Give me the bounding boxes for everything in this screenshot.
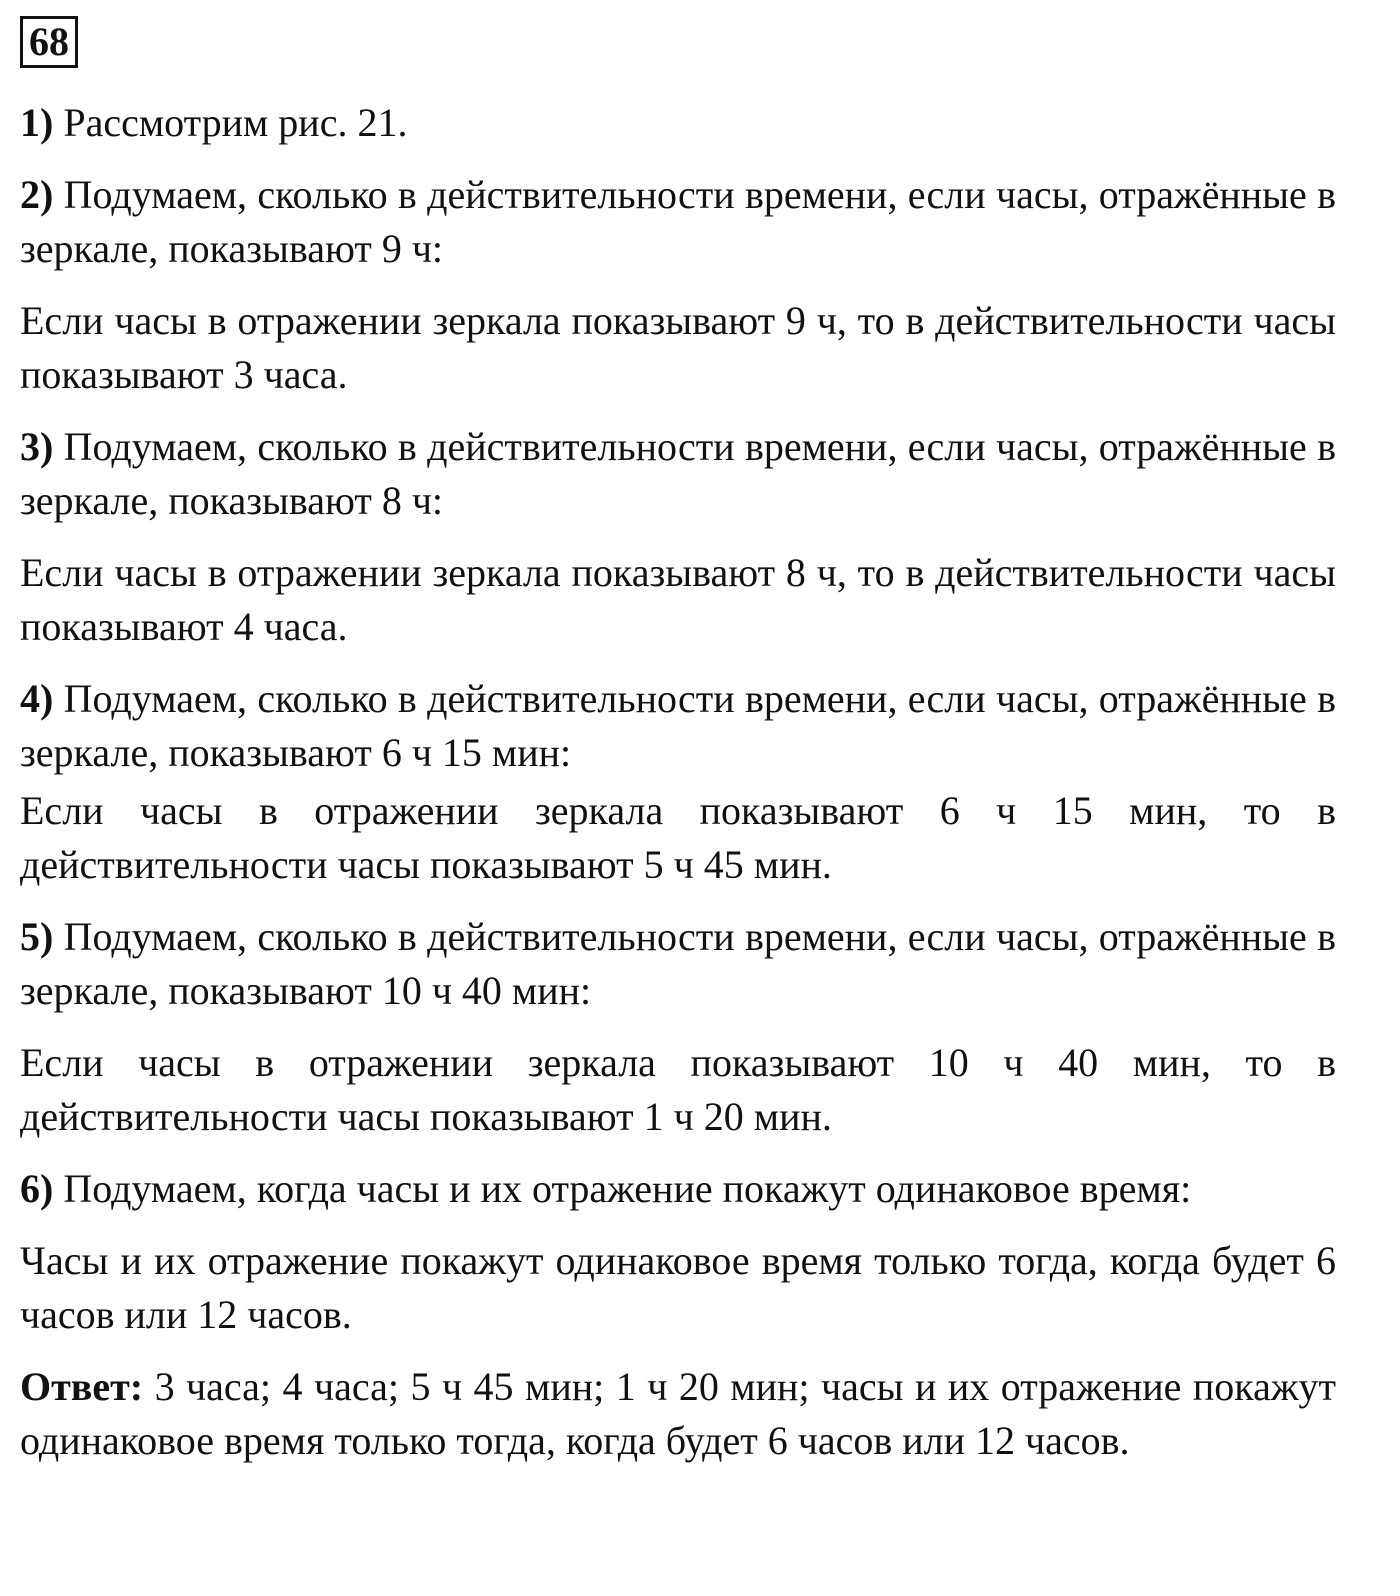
result-text: Если часы в отражении зеркала показывают 9 ч, то в действительности часы показывают 3 часа. [20,298,1336,397]
step-3-paragraph [20,420,1336,528]
step-text: Подумаем, сколько в действительности времени, если часы, отражённые в зеркале, показывают 6 ч 15 мин: [20,676,1336,775]
answer-label: Ответ: [20,1364,144,1409]
step-2-result [20,294,1336,402]
step-3-result [20,546,1336,654]
step-label: 6) [20,1166,54,1211]
answer-paragraph [20,1360,1336,1468]
step-1-paragraph [20,96,1336,150]
step-text: Подумаем, сколько в действительности времени, если часы, отражённые в зеркале, показывают 9 ч: [20,172,1336,271]
step-label: 2) [20,172,54,217]
step-text: Подумаем, сколько в действительности времени, если часы, отражённые в зеркале, показывают 8 ч: [20,424,1336,523]
step-6-paragraph [20,1162,1336,1216]
step-text: Рассмотрим рис. 21. [53,100,408,145]
step-5-result [20,1036,1336,1144]
task-number-box: 68 [20,16,78,68]
result-text: Если часы в отражении зеркала показывают 10 ч 40 мин, то в действительности часы показывают 1 ч 20 мин. [20,1040,1336,1139]
step-5-paragraph [20,910,1336,1018]
step-label: 4) [20,676,54,721]
step-2-paragraph [20,168,1336,276]
result-text: Если часы в отражении зеркала показывают 8 ч, то в действительности часы показывают 4 часа. [20,550,1336,649]
solution-page [20,16,1336,1486]
answer-text: 3 часа; 4 часа; 5 ч 45 мин; 1 ч 20 мин; часы и их отражение покажут одинаковое время только тогда, когда будет 6 часов или 12 часов. [20,1364,1336,1463]
step-label: 5) [20,914,54,959]
step-label: 3) [20,424,54,469]
step-text: Подумаем, сколько в действительности времени, если часы, отражённые в зеркале, показывают 10 ч 40 мин: [20,914,1336,1013]
step-4-paragraph [20,672,1336,780]
result-text: Если часы в отражении зеркала показывают 6 ч 15 мин, то в действительности часы показывают 5 ч 45 мин. [20,788,1336,887]
result-text: Часы и их отражение покажут одинаковое время только тогда, когда будет 6 часов или 12 часов. [20,1238,1336,1337]
step-6-result [20,1234,1336,1342]
step-text: Подумаем, когда часы и их отражение покажут одинаковое время: [53,1166,1192,1211]
step-4-result [20,784,1336,892]
step-label: 1) [20,100,54,145]
